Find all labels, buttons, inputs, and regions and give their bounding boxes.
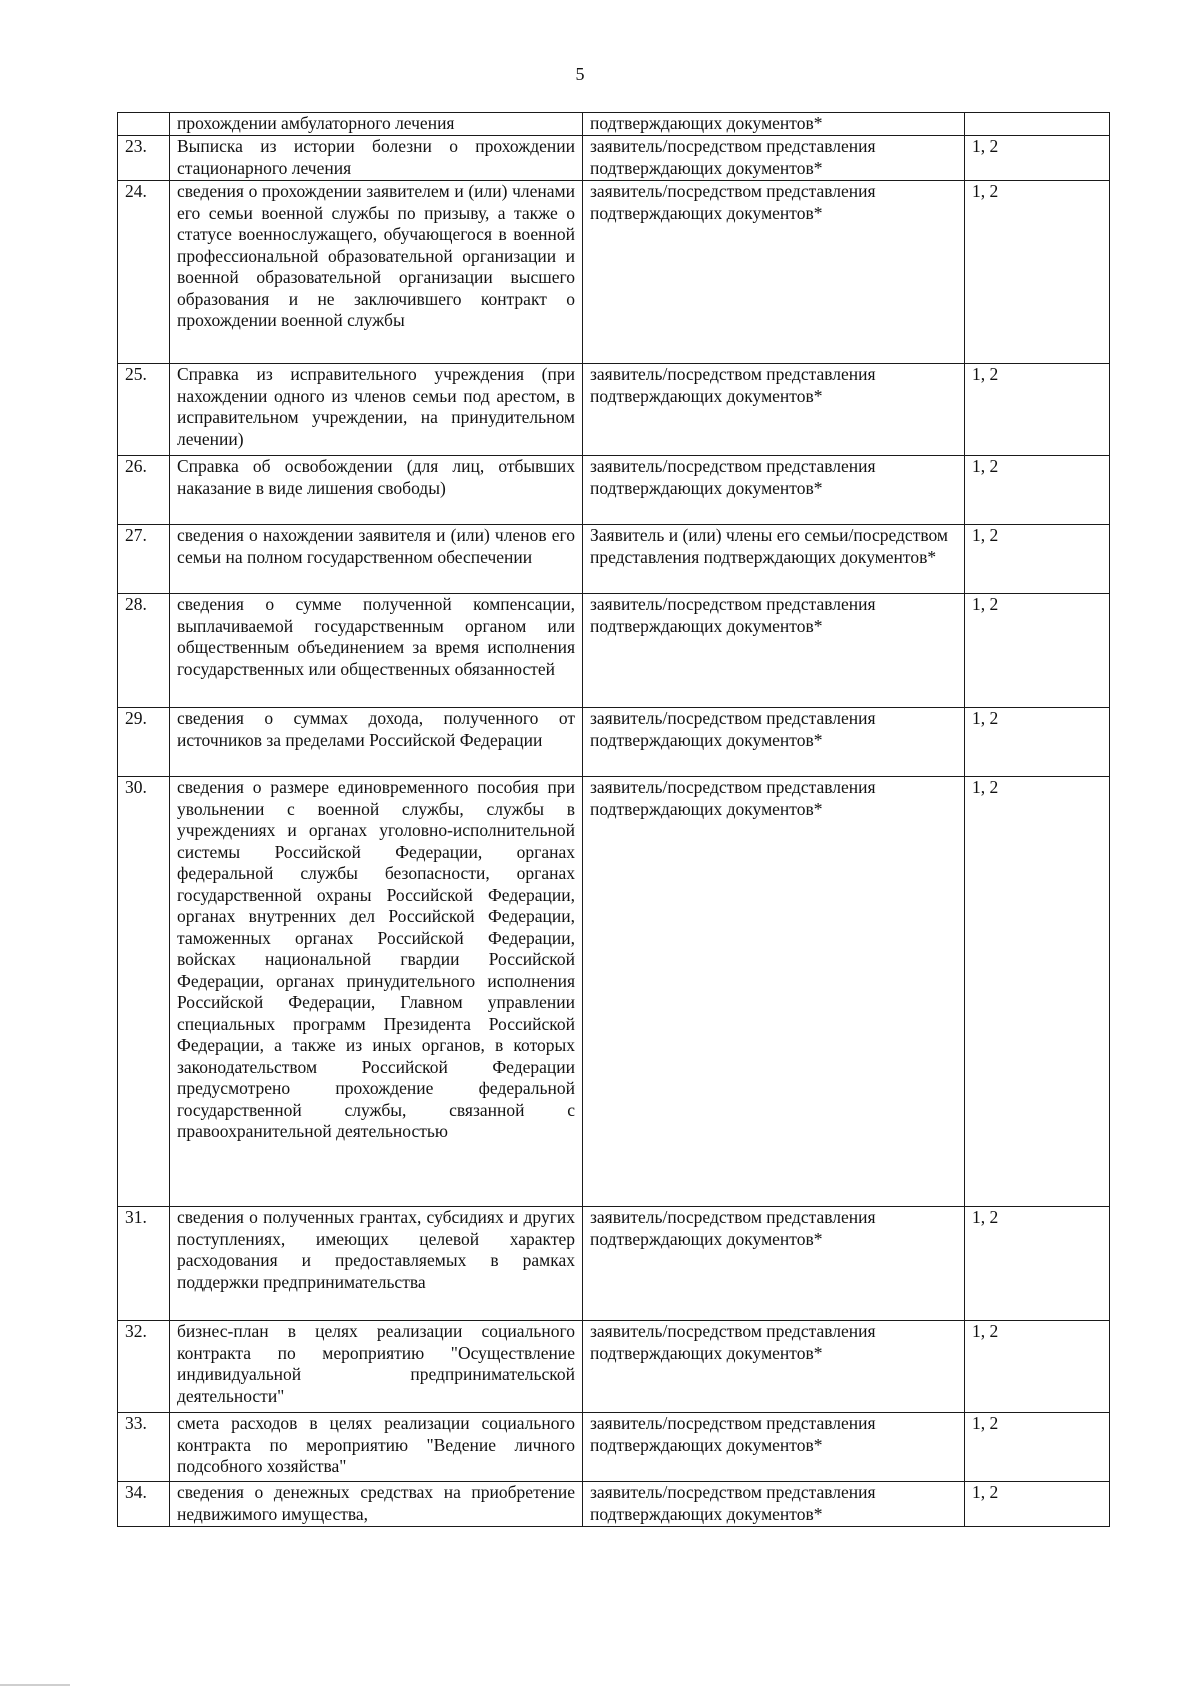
document-source: заявитель/посредством представления подтверждающих документов* xyxy=(583,1413,965,1482)
table-row xyxy=(118,456,1110,525)
document-source: заявитель/посредством представления подтверждающих документов* xyxy=(583,777,965,1207)
document-name: Справка из исправительного учреждения (при нахождении одного из членов семьи под арестом, в исправительном учреждении, на принудительном лечении) xyxy=(170,364,583,456)
table-row xyxy=(118,594,1110,708)
document-name: сведения о полученных грантах, субсидиях и других поступлениях, имеющих целевой характер расходования и предоставляемых в рамках поддержки предпринимательства xyxy=(170,1207,583,1321)
document-name: Выписка из истории болезни о прохождении стационарного лечения xyxy=(170,136,583,181)
document-name: сведения о нахождении заявителя и (или) членов его семьи на полном государственном обеспечении xyxy=(170,525,583,594)
document-source: заявитель/посредством представления подтверждающих документов* xyxy=(583,456,965,525)
document-reference: 1, 2 xyxy=(965,456,1110,525)
document-name: сведения о прохождении заявителем и (или) членами его семьи военной службы по призыву, а также о статусе военнослужащего, обучающегося в военной профессиональной образовательной организации и военной образовательной организации высшего образования и не заключившего контракт о прохождении военной службы xyxy=(170,181,583,364)
table-row xyxy=(118,364,1110,456)
row-number: 31. xyxy=(118,1207,170,1321)
row-number: 27. xyxy=(118,525,170,594)
document-source: заявитель/посредством представления подтверждающих документов* xyxy=(583,594,965,708)
document-source: заявитель/посредством представления подтверждающих документов* xyxy=(583,1207,965,1321)
document-name: сведения о сумме полученной компенсации, выплачиваемой государственным органом или общественным объединением за время исполнения государственных или общественных обязанностей xyxy=(170,594,583,708)
row-number: 25. xyxy=(118,364,170,456)
table-row xyxy=(118,136,1110,181)
row-number: 26. xyxy=(118,456,170,525)
document-source: подтверждающих документов* xyxy=(583,113,965,136)
document-name: сведения о размере единовременного пособия при увольнении с военной службы, службы в учреждениях и органах уголовно-исполнительной системы Российской Федерации, органах федеральной службы безопасности, органах государственной охраны Российской Федерации, органах внутренних дел Российской Федерации, таможенных органах Российской Федерации, войсках национальной гвардии Российской Федерации, органах принудительного исполнения Российской Федерации, Главном управлении специальных программ Президента Российской Федерации, а также из иных органов, в которых законодательством Российской Федерации предусмотрено прохождение федеральной государственной службы, связанной с правоохранительной деятельностью xyxy=(170,777,583,1207)
document-reference: 1, 2 xyxy=(965,708,1110,777)
document-name: смета расходов в целях реализации социального контракта по мероприятию "Ведение личного подсобного хозяйства" xyxy=(170,1413,583,1482)
document-reference xyxy=(965,113,1110,136)
document-reference: 1, 2 xyxy=(965,525,1110,594)
document-name: прохождении амбулаторного лечения xyxy=(170,113,583,136)
document-reference: 1, 2 xyxy=(965,1482,1110,1527)
table-row xyxy=(118,708,1110,777)
row-number: 33. xyxy=(118,1413,170,1482)
table-row xyxy=(118,1413,1110,1482)
row-number: 23. xyxy=(118,136,170,181)
row-number: 24. xyxy=(118,181,170,364)
document-source: заявитель/посредством представления подтверждающих документов* xyxy=(583,1482,965,1527)
document-reference: 1, 2 xyxy=(965,181,1110,364)
row-number: 32. xyxy=(118,1321,170,1413)
document-source: Заявитель и (или) члены его семьи/посредством представления подтверждающих документов* xyxy=(583,525,965,594)
document-name: сведения о суммах дохода, полученного от источников за пределами Российской Федерации xyxy=(170,708,583,777)
document-reference: 1, 2 xyxy=(965,594,1110,708)
page-number: 5 xyxy=(575,64,585,84)
document-source: заявитель/посредством представления подтверждающих документов* xyxy=(583,708,965,777)
document-reference: 1, 2 xyxy=(965,364,1110,456)
row-number xyxy=(118,113,170,136)
document-source: заявитель/посредством представления подтверждающих документов* xyxy=(583,364,965,456)
document-reference: 1, 2 xyxy=(965,136,1110,181)
document-reference: 1, 2 xyxy=(965,1207,1110,1321)
document-source: заявитель/посредством представления подтверждающих документов* xyxy=(583,181,965,364)
row-number: 30. xyxy=(118,777,170,1207)
row-number: 28. xyxy=(118,594,170,708)
document-name: Справка об освобождении (для лиц, отбывших наказание в виде лишения свободы) xyxy=(170,456,583,525)
table-row xyxy=(118,1482,1110,1527)
document-reference: 1, 2 xyxy=(965,777,1110,1207)
document-reference: 1, 2 xyxy=(965,1321,1110,1413)
document-source: заявитель/посредством представления подтверждающих документов* xyxy=(583,136,965,181)
row-number: 29. xyxy=(118,708,170,777)
table-row xyxy=(118,113,1110,136)
table-row xyxy=(118,181,1110,364)
table-row xyxy=(118,525,1110,594)
row-number: 34. xyxy=(118,1482,170,1527)
document-source: заявитель/посредством представления подтверждающих документов* xyxy=(583,1321,965,1413)
document-reference: 1, 2 xyxy=(965,1413,1110,1482)
table-row xyxy=(118,1207,1110,1321)
document-name: бизнес-план в целях реализации социального контракта по мероприятию "Осуществление индивидуальной предпринимательской деятельности" xyxy=(170,1321,583,1413)
documents-table xyxy=(117,112,1110,1527)
scan-edge-mark xyxy=(0,1684,70,1686)
table-row xyxy=(118,777,1110,1207)
table-row xyxy=(118,1321,1110,1413)
document-name: сведения о денежных средствах на приобретение недвижимого имущества, xyxy=(170,1482,583,1527)
